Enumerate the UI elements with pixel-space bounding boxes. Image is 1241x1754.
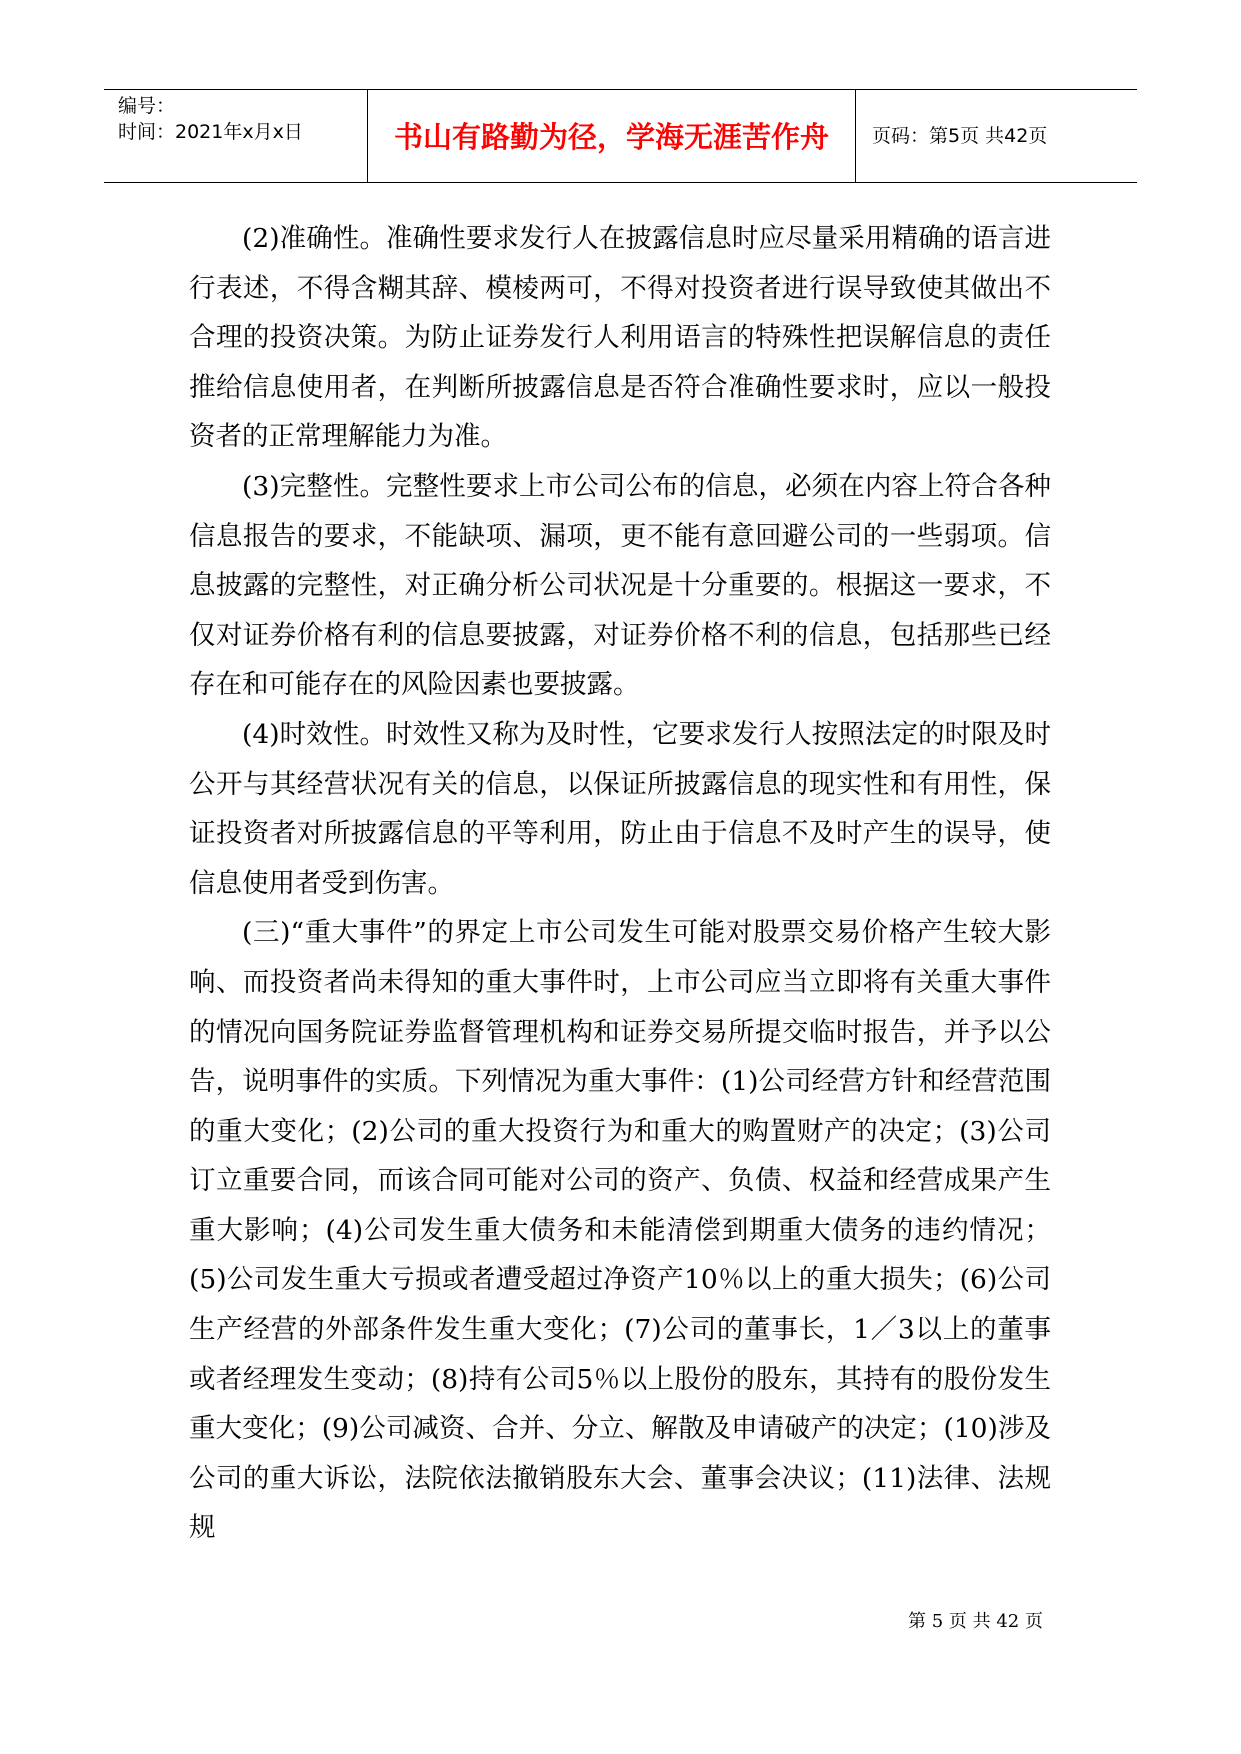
time-label: 时间：2021年x月x日: [118, 121, 303, 143]
header-table: [104, 89, 1137, 183]
header-info-cell: [104, 90, 366, 182]
motto-text: 书山有路勤为径，学海无涯苦作舟: [393, 120, 829, 154]
serial-number-label: 编号：: [118, 95, 176, 117]
page-code: 页码：第5页 共42页: [872, 125, 1048, 147]
document-body: [189, 214, 1051, 1553]
paragraph-timeliness: (4)时效性。时效性又称为及时性，它要求发行人按照法定的时限及时公开与其经营状况有关的信息，以保证所披露信息的现实性和有用性，保证投资者对所披露信息的平等利用，防止由于信息不及时产生的误导，使信息使用者受到伤害。: [189, 718, 1051, 899]
paragraph-completeness: (3)完整性。完整性要求上市公司公布的信息，必须在内容上符合各种信息报告的要求，不能缺项、漏项，更不能有意回避公司的一些弱项。信息披露的完整性，对正确分析公司状况是十分重要的。根据这一要求，不仅对证券价格有利的信息要披露，对证券价格不利的信息，包括那些已经存在和可能存在的风险因素也要披露。: [189, 470, 1051, 701]
paragraph-accuracy: (2)准确性。准确性要求发行人在披露信息时应尽量采用精确的语言进行表述，不得含糊其辞、模棱两可，不得对投资者进行误导致使其做出不合理的投资决策。为防止证券发行人利用语言的特殊性把误解信息的责任推给信息使用者，在判断所披露信息是否符合准确性要求时，应以一般投资者的正常理解能力为准。: [189, 223, 1051, 453]
header-page-cell: [856, 90, 1137, 182]
page-footer: 第 5 页 共 42 页: [908, 1611, 1043, 1632]
header-motto-cell: [367, 90, 856, 182]
paragraph-major-events: (三)“重大事件”的界定上市公司发生可能对股票交易价格产生较大影响、而投资者尚未得知的重大事件时，上市公司应当立即将有关重大事件的情况向国务院证券监督管理机构和证券交易所提交临时报告，并予以公告，说明事件的实质。下列情况为重大事件：(1)公司经营方针和经营范围的重大变化；(2)公司的重大投资行为和重大的购置财产的决定；(3)公司订立重要合同，而该合同可能对公司的资产、负债、权益和经营成果产生重大影响；(4)公司发生重大债务和未能清偿到期重大债务的违约情况；(5)公司发生重大亏损或者遭受超过净资产10％以上的重大损失；(6)公司生产经营的外部条件发生重大变化；(7)公司的董事长，1／3以上的董事或者经理发生变动；(8)持有公司5％以上股份的股东，其持有的股份发生重大变化；(9)公司减资、合并、分立、解散及申请破产的决定；(10)涉及公司的重大诉讼，法院依法撤销股东大会、董事会决议；(11)法律、法规规: [189, 917, 1051, 1544]
